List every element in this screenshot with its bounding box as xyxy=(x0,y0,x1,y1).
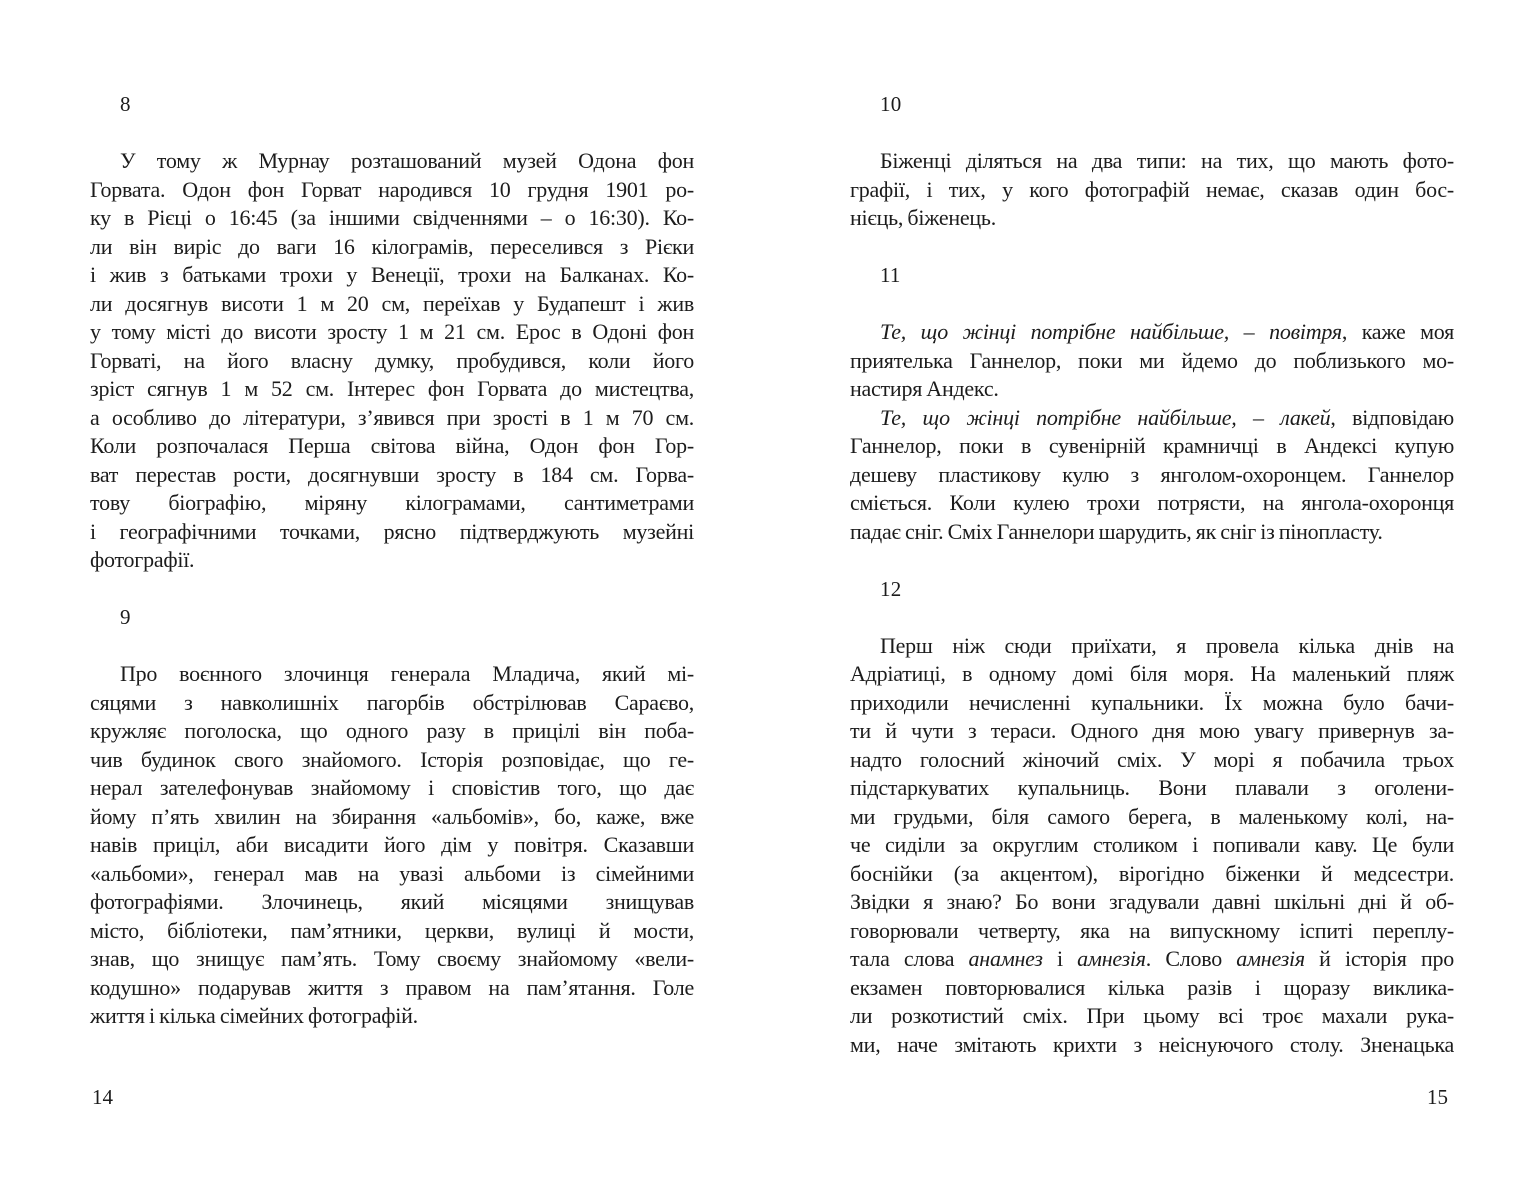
text-segment: настиря Андекс. xyxy=(850,376,999,401)
text-line xyxy=(850,347,1454,376)
text-segment: тову біографію, міряну кілограмами, сантиметрами xyxy=(90,490,694,515)
paragraph xyxy=(90,660,694,1031)
section-number: 8 xyxy=(120,92,131,116)
text-line xyxy=(850,831,1454,860)
text-segment: й історія про xyxy=(1304,946,1454,971)
text-line xyxy=(850,147,1454,176)
text-segment: Адріатиці, в одному домі біля моря. На маленький пляж xyxy=(850,661,1454,686)
text-line xyxy=(850,461,1454,490)
text-line xyxy=(850,1031,1454,1060)
text-line xyxy=(850,717,1454,746)
text-line xyxy=(90,774,694,803)
paragraph xyxy=(850,632,1454,1060)
text-segment: Коли розпочалася Перша світова війна, Одон фон Гор- xyxy=(90,433,694,458)
text-segment: падає сніг. Сміх Ганнелори шарудить, як сніг із пінопласту. xyxy=(850,518,1383,544)
text-segment: надто голосний жіночий сміх. У морі я побачила трьох xyxy=(850,746,1454,772)
text-line xyxy=(90,432,694,461)
text-segment: , відповідаю xyxy=(1330,404,1454,430)
text-line xyxy=(90,974,694,1003)
text-line xyxy=(90,831,694,860)
text-segment: ли він виріс до ваги 16 кілограмів, переселився з Рієки xyxy=(90,233,694,259)
text-line xyxy=(850,974,1454,1003)
text-segment: і xyxy=(1042,946,1078,971)
section-number: 11 xyxy=(880,263,901,287)
text-segment: Про воєнного злочинця генерала Младича, який мі- xyxy=(120,661,694,686)
text-segment: йому п’ять хвилин на збирання «альбомів», бо, каже, вже xyxy=(90,803,694,829)
text-segment: нерал зателефонував знайомому і сповістив того, що дає xyxy=(90,775,694,800)
text-segment: Звідки я знаю? Бо вони згадували давні шкільні дні й об- xyxy=(850,889,1454,914)
text-segment: Горвата. Одон фон Горват народився 10 грудня 1901 ро- xyxy=(90,176,694,202)
text-line xyxy=(850,489,1454,518)
right-page xyxy=(768,0,1536,1182)
text-line xyxy=(850,660,1454,689)
text-line xyxy=(850,689,1454,718)
text-line xyxy=(850,888,1454,917)
text-segment: екзамен повторювалися кілька разів і щоразу виклика- xyxy=(850,974,1454,1000)
text-line xyxy=(90,290,694,319)
text-segment: говорювали четверту, яка на випускному іспиті переплу- xyxy=(850,917,1454,943)
text-line xyxy=(90,518,694,547)
text-segment: Горваті, на його власну думку, пробудився, коли його xyxy=(90,347,694,373)
paragraph xyxy=(850,404,1454,547)
text-line xyxy=(90,404,694,433)
italic-text: Те, що жінці потрібне найбільше, – повітря xyxy=(880,319,1342,344)
text-segment: сяцями з навколишніх пагорбів обстрілював Сараєво, xyxy=(90,689,694,715)
text-line xyxy=(850,803,1454,832)
paragraph xyxy=(850,318,1454,404)
text-line xyxy=(90,860,694,889)
text-line xyxy=(850,917,1454,946)
text-segment: . Слово xyxy=(1145,946,1237,971)
text-line xyxy=(90,717,694,746)
text-segment: ли досягнув висоти 1 м 20 см, переїхав у Будапешт і жив xyxy=(90,290,694,316)
text-segment: знав, що знищує пам’ять. Тому своєму знайомому «вели- xyxy=(90,946,694,971)
text-line xyxy=(90,318,694,347)
text-segment: підстаркуватих купальниць. Вони плавали з оголени- xyxy=(850,775,1454,800)
text-segment: і географічними точками, рясно підтверджують музейні xyxy=(90,518,694,544)
text-segment: фотографіями. Злочинець, який місяцями знищував xyxy=(90,889,694,914)
right-page-content xyxy=(850,90,1454,1059)
text-line xyxy=(90,261,694,290)
text-line xyxy=(90,546,694,575)
left-page-content xyxy=(90,90,694,1031)
text-segment: і жив з батьками трохи у Венеції, трохи на Балканах. Ко- xyxy=(90,262,694,287)
text-line xyxy=(90,176,694,205)
text-line xyxy=(850,404,1454,433)
text-segment: боснійки (за акцентом), вірогідно біженки й медсестри. xyxy=(850,860,1454,886)
text-line xyxy=(850,432,1454,461)
italic-text: анамнез xyxy=(968,946,1043,971)
text-line xyxy=(90,746,694,775)
text-segment: Перш ніж сюди приїхати, я провела кілька днів на xyxy=(880,632,1454,658)
text-segment: ку в Рієці о 16:45 (за іншими свідченнями – о 16:30). Ко- xyxy=(90,205,694,230)
text-line xyxy=(850,945,1454,974)
text-line xyxy=(850,204,1454,233)
text-segment: «альбоми», генерал мав на увазі альбоми із сімейними xyxy=(90,860,694,886)
text-segment: сміється. Коли кулею трохи потрясти, на янгола-охоронця xyxy=(850,490,1454,515)
paragraph xyxy=(850,147,1454,233)
text-segment: фотографії. xyxy=(90,547,195,572)
text-segment: графії, і тих, у кого фотографій немає, сказав один бос- xyxy=(850,176,1454,202)
text-line xyxy=(850,176,1454,205)
text-segment: у тому місті до висоти зросту 1 м 21 см. Ерос в Одоні фон xyxy=(90,319,694,344)
paragraph xyxy=(90,147,694,575)
text-line xyxy=(90,689,694,718)
text-line xyxy=(850,774,1454,803)
text-segment: приятелька Ганнелор, поки ми йдемо до поблизького мо- xyxy=(850,347,1454,373)
text-line xyxy=(850,746,1454,775)
text-segment: місто, бібліотеки, пам’ятники, церкви, вулиці й мости, xyxy=(90,917,694,943)
text-line xyxy=(90,375,694,404)
text-line xyxy=(90,888,694,917)
italic-text: Те, що жінці потрібне найбільше, – лакей xyxy=(880,404,1331,430)
text-line xyxy=(90,461,694,490)
text-segment: Біженці діляться на два типи: на тих, що мають фото- xyxy=(880,148,1454,173)
text-line xyxy=(90,917,694,946)
text-segment: , каже моя xyxy=(1341,319,1455,344)
text-line xyxy=(850,632,1454,661)
text-segment: кодушно» подарував життя з правом на пам’ятання. Голе xyxy=(90,974,694,1000)
text-segment: ват перестав рости, досягнувши зросту в 184 см. Горва- xyxy=(90,461,694,487)
text-line xyxy=(90,945,694,974)
text-line xyxy=(90,660,694,689)
section-number: 12 xyxy=(880,576,902,601)
text-line xyxy=(90,347,694,376)
text-segment: кружляє поголоска, що одного разу в прицілі він поба- xyxy=(90,718,694,743)
text-segment: чив будинок свого знайомого. Історія розповідає, що ге- xyxy=(90,746,694,772)
text-segment: ми грудьми, біля самого берега, в маленькому колі, на- xyxy=(850,803,1454,829)
text-segment: приходили нечисленні купальники. Їх можна було бачи- xyxy=(850,689,1454,715)
text-segment: ми, наче змітають крихти з неіснуючого столу. Зненацька xyxy=(850,1031,1454,1057)
text-line xyxy=(90,1002,694,1031)
italic-text: амнезія xyxy=(1077,946,1146,971)
text-line xyxy=(90,204,694,233)
text-line xyxy=(90,147,694,176)
text-line xyxy=(850,375,1454,404)
text-segment: У тому ж Мурнау розташований музей Одона фон xyxy=(120,148,694,173)
section-number: 10 xyxy=(880,92,902,116)
text-segment: навів приціл, аби висадити його дім у повітря. Сказавши xyxy=(90,832,694,857)
text-segment: Ганнелор, поки в сувенірній крамничці в Андексі купую xyxy=(850,433,1454,458)
text-segment: зріст сягнув 1 м 52 см. Інтерес фон Горвата до мистецтва, xyxy=(90,376,694,401)
text-line xyxy=(850,860,1454,889)
text-segment: ти й чути з тераси. Одного дня мою увагу привернув за- xyxy=(850,718,1454,743)
text-line xyxy=(850,1002,1454,1031)
text-line xyxy=(90,489,694,518)
section-number: 9 xyxy=(120,605,131,629)
text-line xyxy=(850,518,1454,547)
text-line xyxy=(90,233,694,262)
page-number-left: 14 xyxy=(92,1085,113,1109)
text-segment: а особливо до літератури, з’явився при зрості в 1 м 70 см. xyxy=(90,404,694,430)
text-segment: ли розкотистий сміх. При цьому всі троє махали рука- xyxy=(850,1003,1454,1028)
text-segment: дешеву пластикову кулю з янголом-охоронцем. Ганнелор xyxy=(850,461,1454,487)
italic-text: амнезія xyxy=(1236,946,1305,971)
text-line xyxy=(90,803,694,832)
page-number-right: 15 xyxy=(1427,1085,1448,1109)
text-segment: че сиділи за округлим столиком і попивали каву. Це були xyxy=(850,832,1454,857)
text-segment: тала слова xyxy=(850,946,969,971)
text-segment: нієць, біженець. xyxy=(850,205,996,230)
text-line xyxy=(850,318,1454,347)
text-segment: життя і кілька сімейних фотографій. xyxy=(90,1003,418,1028)
